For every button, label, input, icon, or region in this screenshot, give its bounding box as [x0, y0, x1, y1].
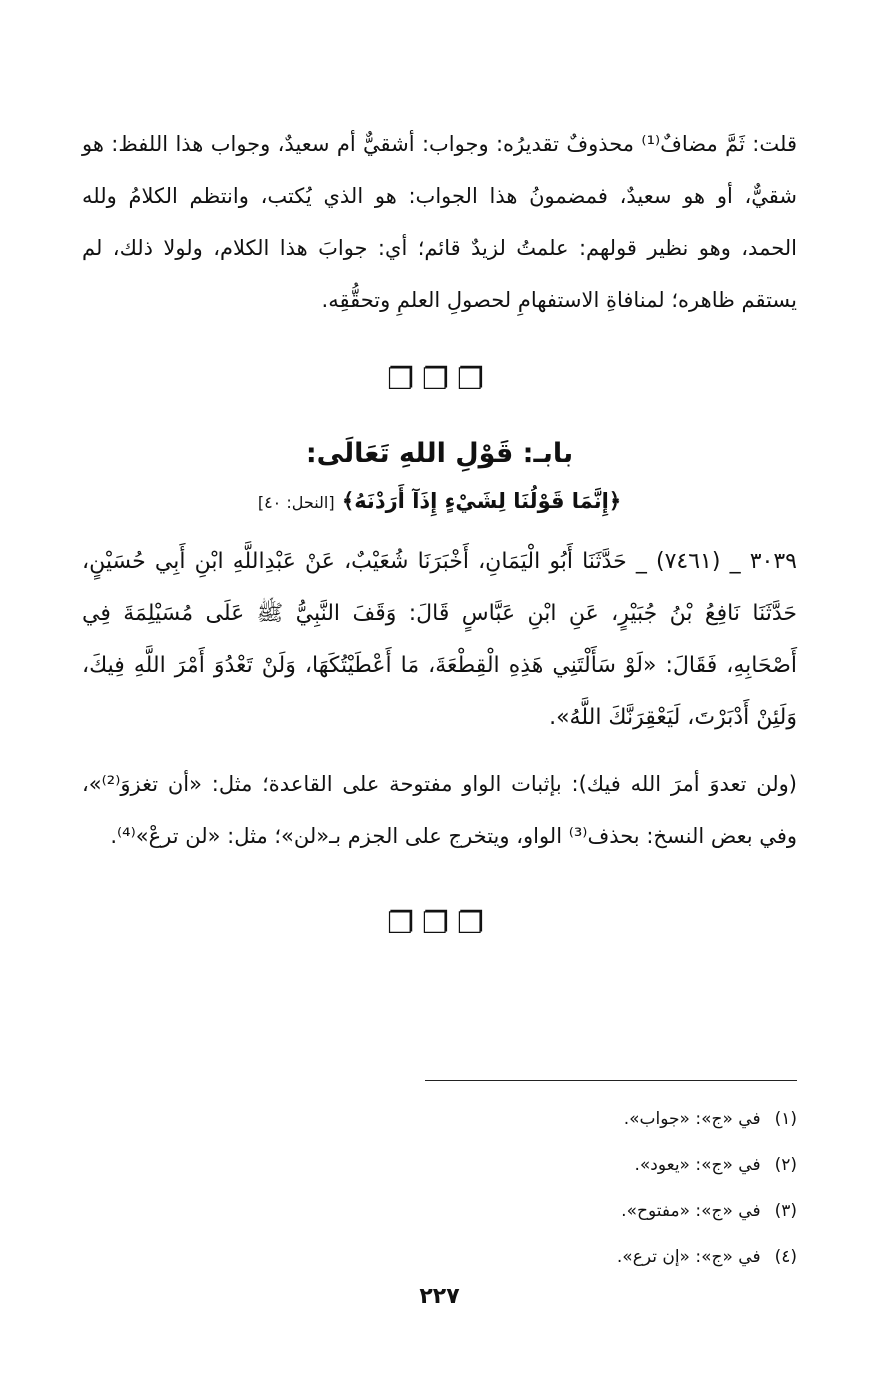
book-page: [82, 118, 797, 1381]
commentary-paragraph-2: (ولن تعدوَ أمرَ الله فيك): بإثبات الواو مفتوحة على القاعدة؛ مثل: «أن تغزوَ⁽²⁾»، وفي بعض النسخ: بحذف⁽³⁾ الواو، ويتخرج على الجزم بـ«لن»؛ مثل: «لن ترعْ»⁽⁴⁾.: [82, 772, 797, 848]
footnote-number: (٤): [774, 1247, 797, 1267]
footnote-text: في «ج»: «جواب».: [623, 1109, 761, 1129]
footnote-text: في «ج»: «إن ترع».: [616, 1247, 761, 1267]
footnote-number: (١): [774, 1109, 797, 1129]
hadith-text: ٣٠٣٩ _ (٧٤٦١) _ حَدَّثَنَا أَبُو الْيَمَانِ، أَخْبَرَنَا شُعَيْبٌ، عَنْ عَبْدِاللَّهِ ابْنِ أَبِي حُسَيْنٍ، حَدَّثَنَا نَافِعُ بْنُ جُبَيْرٍ، عَنِ ابْنِ عَبَّاسٍ قَالَ: وَقَفَ النَّبِيُّ ﷺ عَلَى مُسَيْلِمَةَ فِي أَصْحَابِهِ، فَقَالَ: «لَوْ سَأَلْتَنِي هَذِهِ الْقِطْعَةَ، مَا أَعْطَيْتُكَهَا، وَلَنْ تَعْدُوَ أَمْرَ اللَّهِ فِيكَ، وَلَئِنْ أَدْبَرْتَ، لَيَعْقِرَنَّكَ اللَّهُ».: [82, 549, 797, 730]
footnote-item: [82, 1188, 797, 1234]
footnote-item: [82, 1096, 797, 1142]
chapter-heading: بابـ: قَوْلِ اللهِ تَعَالَى:: [305, 438, 574, 469]
quran-verse-line: [82, 484, 797, 520]
section-divider-1: ❐❐❐: [387, 362, 492, 397]
page-number: ٢٢٧: [419, 1284, 460, 1309]
footnote-number: (٢): [774, 1155, 797, 1175]
section-divider-2: ❐❐❐: [387, 906, 492, 941]
quran-verse-text: ﴿إِنَّمَا قَوْلُنَا لِشَيْءٍ إِذَآ أَرَدْنَهُ﴾: [341, 489, 622, 513]
footnote-text: في «ج»: «يعود».: [634, 1155, 761, 1175]
footnotes-list: [82, 1096, 797, 1280]
commentary-paragraph-1: قلت: ثَمَّ مضافٌ⁽¹⁾ محذوفٌ تقديرُه: وجواب: أشقيٌّ أم سعيدٌ، وجواب هذا اللفظ: هو شقيٌّ، أو هو سعيدٌ، فمضمونُ هذا الجواب: هو الذي يُكتب، وانتظم الكلامُ ولله الحمد، وهو نظير قولهم: علمتُ لزيدٌ قائم؛ أي: جوابَ هذا الكلام، ولولا ذلك، لم يستقم ظاهره؛ لمنافاةِ الاستفهامِ لحصولِ العلمِ وتحقُّقِه.: [82, 132, 797, 312]
footnote-number: (٣): [774, 1201, 797, 1221]
verse-reference: [النحل: ٤٠]: [257, 493, 335, 512]
footnote-text: في «ج»: «مفتوح».: [621, 1201, 761, 1221]
footnote-separator: [425, 1080, 797, 1081]
footnote-item: [82, 1234, 797, 1280]
footnote-item: [82, 1142, 797, 1188]
